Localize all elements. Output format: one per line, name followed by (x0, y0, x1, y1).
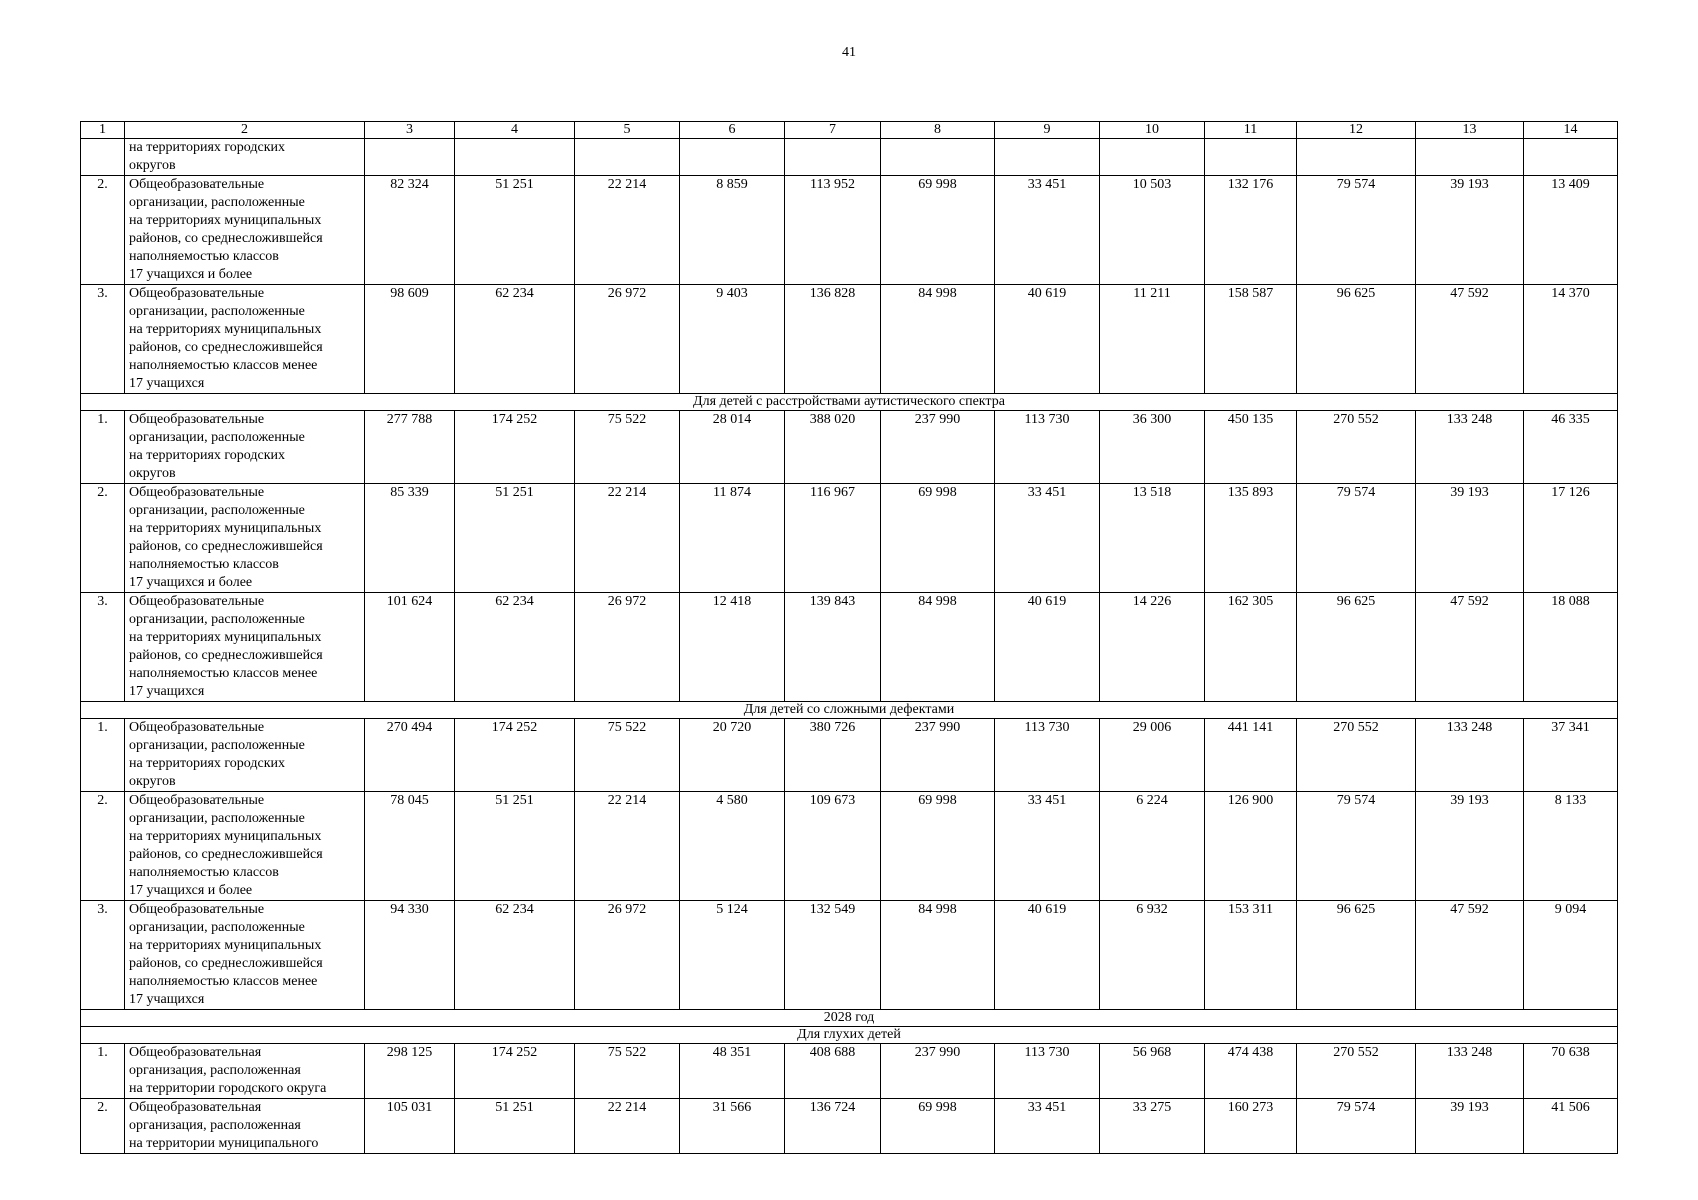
row-number: 1. (81, 719, 125, 792)
column-header: 3 (365, 122, 455, 139)
value-cell: 40 619 (995, 285, 1100, 394)
organization-name-line: округов (129, 158, 176, 173)
value-cell (1524, 139, 1618, 176)
organization-name-line: организация, расположенная (129, 1118, 301, 1133)
organization-name-line: округов (129, 466, 176, 481)
value-cell: 237 990 (881, 411, 995, 484)
value-cell: 28 014 (680, 411, 785, 484)
value-cell: 46 335 (1524, 411, 1618, 484)
section-title: Для детей со сложными дефектами (81, 702, 1618, 719)
value-cell: 133 248 (1416, 719, 1524, 792)
value-cell: 85 339 (365, 484, 455, 593)
value-cell: 113 952 (785, 176, 881, 285)
value-cell: 126 900 (1205, 792, 1297, 901)
value-cell: 109 673 (785, 792, 881, 901)
organization-name-line: Общеобразовательные (129, 594, 265, 609)
value-cell: 277 788 (365, 411, 455, 484)
value-cell: 158 587 (1205, 285, 1297, 394)
value-cell: 113 730 (995, 719, 1100, 792)
value-cell: 96 625 (1297, 593, 1416, 702)
organization-name-line: 17 учащихся (129, 376, 205, 391)
organization-name-line: районов, со среднесложившейся (129, 231, 323, 246)
value-cell: 136 828 (785, 285, 881, 394)
value-cell: 26 972 (575, 285, 680, 394)
value-cell: 75 522 (575, 411, 680, 484)
value-cell: 450 135 (1205, 411, 1297, 484)
column-header: 13 (1416, 122, 1524, 139)
organization-name-line: районов, со среднесложившейся (129, 648, 323, 663)
value-cell: 13 518 (1100, 484, 1205, 593)
organization-name-line: на территориях муниципальных (129, 829, 322, 844)
organization-name (125, 411, 365, 484)
value-cell: 160 273 (1205, 1099, 1297, 1154)
organization-name-line: районов, со среднесложившейся (129, 539, 323, 554)
organization-name-line: организации, расположенные (129, 811, 305, 826)
value-cell: 139 843 (785, 593, 881, 702)
organization-name-line: организации, расположенные (129, 430, 305, 445)
row-number: 1. (81, 1044, 125, 1099)
value-cell: 474 438 (1205, 1044, 1297, 1099)
value-cell: 33 275 (1100, 1099, 1205, 1154)
value-cell: 47 592 (1416, 285, 1524, 394)
organization-name (125, 285, 365, 394)
column-header: 12 (1297, 122, 1416, 139)
value-cell: 20 720 (680, 719, 785, 792)
organization-name (125, 593, 365, 702)
organization-name (125, 1044, 365, 1099)
value-cell: 22 214 (575, 1099, 680, 1154)
section-title: 2028 год (81, 1010, 1618, 1027)
value-cell (1205, 139, 1297, 176)
header-row (81, 122, 1618, 139)
organization-name-line: на территориях городских (129, 756, 286, 771)
value-cell (680, 139, 785, 176)
value-cell: 11 874 (680, 484, 785, 593)
table-row (81, 285, 1618, 394)
value-cell: 79 574 (1297, 176, 1416, 285)
value-cell: 84 998 (881, 901, 995, 1010)
organization-name-line: 17 учащихся (129, 992, 205, 1007)
organization-name-line: наполняемостью классов менее (129, 358, 318, 373)
value-cell: 10 503 (1100, 176, 1205, 285)
value-cell: 113 730 (995, 411, 1100, 484)
table-row (81, 1044, 1618, 1099)
value-cell: 270 552 (1297, 719, 1416, 792)
value-cell: 6 224 (1100, 792, 1205, 901)
table-row (81, 411, 1618, 484)
column-header: 4 (455, 122, 575, 139)
row-number: 3. (81, 901, 125, 1010)
value-cell: 135 893 (1205, 484, 1297, 593)
table-row (81, 901, 1618, 1010)
value-cell: 237 990 (881, 1044, 995, 1099)
column-header: 1 (81, 122, 125, 139)
column-header: 5 (575, 122, 680, 139)
value-cell: 133 248 (1416, 1044, 1524, 1099)
organization-name-line: Общеобразовательные (129, 286, 265, 301)
organization-name (125, 1099, 365, 1154)
value-cell: 47 592 (1416, 901, 1524, 1010)
value-cell: 9 403 (680, 285, 785, 394)
value-cell: 270 494 (365, 719, 455, 792)
section-title: Для глухих детей (81, 1027, 1618, 1044)
organization-name (125, 901, 365, 1010)
value-cell: 380 726 (785, 719, 881, 792)
organization-name-line: организации, расположенные (129, 738, 305, 753)
organization-name-line: Общеобразовательные (129, 902, 265, 917)
value-cell: 84 998 (881, 593, 995, 702)
value-cell: 98 609 (365, 285, 455, 394)
value-cell: 441 141 (1205, 719, 1297, 792)
value-cell: 132 176 (1205, 176, 1297, 285)
value-cell: 5 124 (680, 901, 785, 1010)
organization-name-line: Общеобразовательная (129, 1100, 262, 1115)
organization-name-line: организации, расположенные (129, 612, 305, 627)
value-cell: 26 972 (575, 593, 680, 702)
value-cell: 174 252 (455, 411, 575, 484)
organization-name-line: организация, расположенная (129, 1063, 301, 1078)
organization-name-line: наполняемостью классов менее (129, 974, 318, 989)
organization-name-line: на территориях муниципальных (129, 322, 322, 337)
column-header: 11 (1205, 122, 1297, 139)
value-cell: 132 549 (785, 901, 881, 1010)
organization-name-line: 17 учащихся (129, 684, 205, 699)
value-cell (995, 139, 1100, 176)
organization-name (125, 484, 365, 593)
value-cell: 14 370 (1524, 285, 1618, 394)
table-row (81, 484, 1618, 593)
value-cell: 62 234 (455, 593, 575, 702)
organization-name-line: на территориях муниципальных (129, 521, 322, 536)
organization-name-line: на территориях муниципальных (129, 938, 322, 953)
column-header: 2 (125, 122, 365, 139)
organization-name-line: на территориях муниципальных (129, 213, 322, 228)
value-cell: 4 580 (680, 792, 785, 901)
value-cell: 33 451 (995, 484, 1100, 593)
value-cell: 48 351 (680, 1044, 785, 1099)
organization-name (125, 792, 365, 901)
organization-name-line: Общеобразовательные (129, 793, 265, 808)
organization-name (125, 139, 365, 176)
organization-name-line: наполняемостью классов (129, 865, 279, 880)
value-cell: 22 214 (575, 176, 680, 285)
value-cell: 11 211 (1100, 285, 1205, 394)
value-cell: 29 006 (1100, 719, 1205, 792)
organization-name-line: наполняемостью классов менее (129, 666, 318, 681)
column-header: 9 (995, 122, 1100, 139)
section-row (81, 1027, 1618, 1044)
organization-name-line: 17 учащихся и более (129, 267, 253, 282)
value-cell (1416, 139, 1524, 176)
value-cell: 62 234 (455, 901, 575, 1010)
value-cell: 33 451 (995, 1099, 1100, 1154)
value-cell (881, 139, 995, 176)
organization-name (125, 719, 365, 792)
value-cell: 39 193 (1416, 484, 1524, 593)
value-cell: 174 252 (455, 1044, 575, 1099)
value-cell: 105 031 (365, 1099, 455, 1154)
value-cell: 31 566 (680, 1099, 785, 1154)
value-cell: 33 451 (995, 792, 1100, 901)
value-cell: 136 724 (785, 1099, 881, 1154)
value-cell: 40 619 (995, 593, 1100, 702)
value-cell: 162 305 (1205, 593, 1297, 702)
organization-name-line: 17 учащихся и более (129, 575, 253, 590)
value-cell: 62 234 (455, 285, 575, 394)
organization-name-line: Общеобразовательная (129, 1045, 262, 1060)
table-row (81, 792, 1618, 901)
value-cell (455, 139, 575, 176)
table-row (81, 1099, 1618, 1154)
value-cell: 8 859 (680, 176, 785, 285)
table-row (81, 139, 1618, 176)
value-cell: 51 251 (455, 1099, 575, 1154)
value-cell: 39 193 (1416, 1099, 1524, 1154)
value-cell: 70 638 (1524, 1044, 1618, 1099)
value-cell: 79 574 (1297, 484, 1416, 593)
value-cell: 75 522 (575, 719, 680, 792)
organization-name-line: районов, со среднесложившейся (129, 956, 323, 971)
row-number: 2. (81, 1099, 125, 1154)
value-cell: 153 311 (1205, 901, 1297, 1010)
value-cell: 174 252 (455, 719, 575, 792)
value-cell: 96 625 (1297, 901, 1416, 1010)
table-row (81, 719, 1618, 792)
table-row (81, 593, 1618, 702)
table-row (81, 176, 1618, 285)
value-cell: 22 214 (575, 792, 680, 901)
value-cell: 37 341 (1524, 719, 1618, 792)
value-cell: 12 418 (680, 593, 785, 702)
value-cell: 270 552 (1297, 1044, 1416, 1099)
value-cell: 39 193 (1416, 792, 1524, 901)
section-title: Для детей с расстройствами аутистического спектра (81, 394, 1618, 411)
organization-name-line: Общеобразовательные (129, 485, 265, 500)
value-cell: 79 574 (1297, 792, 1416, 901)
value-cell: 39 193 (1416, 176, 1524, 285)
value-cell: 133 248 (1416, 411, 1524, 484)
row-number: 1. (81, 411, 125, 484)
value-cell: 33 451 (995, 176, 1100, 285)
organization-name-line: наполняемостью классов (129, 557, 279, 572)
value-cell: 47 592 (1416, 593, 1524, 702)
value-cell: 94 330 (365, 901, 455, 1010)
value-cell: 116 967 (785, 484, 881, 593)
value-cell: 41 506 (1524, 1099, 1618, 1154)
value-cell: 8 133 (1524, 792, 1618, 901)
organization-name-line: наполняемостью классов (129, 249, 279, 264)
value-cell: 96 625 (1297, 285, 1416, 394)
organization-name-line: организации, расположенные (129, 503, 305, 518)
organization-name-line: на территориях городских (129, 140, 286, 155)
value-cell: 69 998 (881, 1099, 995, 1154)
value-cell: 84 998 (881, 285, 995, 394)
organization-name-line: на территории городского округа (129, 1081, 327, 1096)
organization-name (125, 176, 365, 285)
value-cell: 82 324 (365, 176, 455, 285)
value-cell: 51 251 (455, 176, 575, 285)
organization-name-line: районов, со среднесложившейся (129, 340, 323, 355)
value-cell (365, 139, 455, 176)
data-table (80, 121, 1618, 1154)
value-cell: 13 409 (1524, 176, 1618, 285)
value-cell: 22 214 (575, 484, 680, 593)
value-cell: 101 624 (365, 593, 455, 702)
row-number: 2. (81, 176, 125, 285)
section-row (81, 394, 1618, 411)
row-number: 2. (81, 484, 125, 593)
organization-name-line: организации, расположенные (129, 920, 305, 935)
organization-name-line: на территориях муниципальных (129, 630, 322, 645)
value-cell: 9 094 (1524, 901, 1618, 1010)
value-cell: 237 990 (881, 719, 995, 792)
row-number: 2. (81, 792, 125, 901)
value-cell: 69 998 (881, 792, 995, 901)
value-cell: 40 619 (995, 901, 1100, 1010)
organization-name-line: организации, расположенные (129, 304, 305, 319)
page-number: 41 (842, 45, 856, 60)
value-cell: 36 300 (1100, 411, 1205, 484)
column-header: 14 (1524, 122, 1618, 139)
column-header: 10 (1100, 122, 1205, 139)
value-cell (575, 139, 680, 176)
value-cell: 75 522 (575, 1044, 680, 1099)
value-cell: 56 968 (1100, 1044, 1205, 1099)
value-cell: 388 020 (785, 411, 881, 484)
row-number (81, 139, 125, 176)
section-row (81, 702, 1618, 719)
value-cell: 6 932 (1100, 901, 1205, 1010)
value-cell: 270 552 (1297, 411, 1416, 484)
row-number: 3. (81, 593, 125, 702)
value-cell: 18 088 (1524, 593, 1618, 702)
organization-name-line: Общеобразовательные (129, 720, 265, 735)
value-cell: 298 125 (365, 1044, 455, 1099)
value-cell: 17 126 (1524, 484, 1618, 593)
value-cell: 78 045 (365, 792, 455, 901)
organization-name-line: на территории муниципального (129, 1136, 319, 1151)
row-number: 3. (81, 285, 125, 394)
organization-name-line: Общеобразовательные (129, 177, 265, 192)
organization-name-line: округов (129, 774, 176, 789)
section-row (81, 1010, 1618, 1027)
value-cell: 26 972 (575, 901, 680, 1010)
value-cell: 51 251 (455, 792, 575, 901)
value-cell: 69 998 (881, 484, 995, 593)
value-cell (785, 139, 881, 176)
value-cell (1100, 139, 1205, 176)
value-cell: 408 688 (785, 1044, 881, 1099)
value-cell: 69 998 (881, 176, 995, 285)
column-header: 6 (680, 122, 785, 139)
value-cell: 51 251 (455, 484, 575, 593)
organization-name-line: 17 учащихся и более (129, 883, 253, 898)
organization-name-line: Общеобразовательные (129, 412, 265, 427)
column-header: 8 (881, 122, 995, 139)
organization-name-line: районов, со среднесложившейся (129, 847, 323, 862)
table-body (81, 139, 1618, 1154)
value-cell (1297, 139, 1416, 176)
value-cell: 79 574 (1297, 1099, 1416, 1154)
column-header: 7 (785, 122, 881, 139)
value-cell: 14 226 (1100, 593, 1205, 702)
organization-name-line: на территориях городских (129, 448, 286, 463)
value-cell: 113 730 (995, 1044, 1100, 1099)
organization-name-line: организации, расположенные (129, 195, 305, 210)
